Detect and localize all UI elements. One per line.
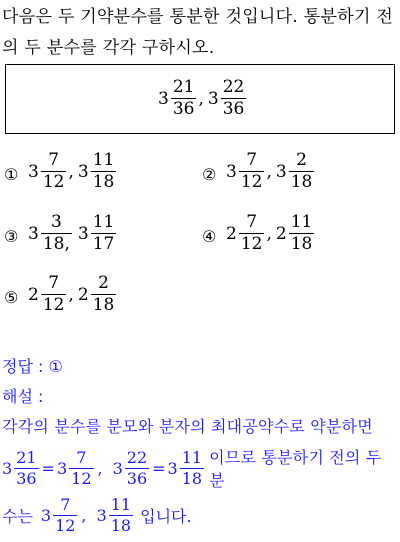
option-4-a-den: 12 <box>240 234 263 254</box>
option-2-a-den: 12 <box>240 172 263 192</box>
option-4[interactable] <box>226 214 315 253</box>
option-4-a-fraction <box>239 214 265 253</box>
option-2-b-num: 2 <box>296 150 307 170</box>
option-4-a-whole: 2 <box>226 223 237 244</box>
option-5-a-num: 7 <box>48 273 60 293</box>
option-4-b-fraction <box>289 214 315 253</box>
option-5-b-den: 18 <box>92 295 115 315</box>
option-2-b-den: 18 <box>290 172 313 192</box>
option-1-sep: , <box>68 161 74 182</box>
option-3-b-fraction <box>91 214 117 253</box>
eq2-fraction <box>125 447 149 488</box>
explanation-line-1: 각각의 분수를 분모와 분자의 최대공약수로 약분하면 <box>2 417 373 436</box>
eq-comma: , <box>97 458 103 478</box>
explanation-line-3 <box>2 497 192 534</box>
eq2-den: 36 <box>126 468 148 488</box>
eq2-sign: = <box>152 458 166 478</box>
eq1-whole: 3 <box>2 458 13 478</box>
box-a-den: 36 <box>172 99 195 119</box>
answer-label: 정답 : ① <box>2 357 63 376</box>
line3-a-whole: 3 <box>40 506 52 525</box>
eq1-sign: = <box>41 458 55 478</box>
line3-b-den: 18 <box>110 516 132 535</box>
option-5-a-den: 12 <box>42 295 65 315</box>
box-b-num: 22 <box>222 77 245 97</box>
eq1-num: 21 <box>16 447 37 467</box>
box-a-num: 21 <box>172 77 195 97</box>
eq1-den: 36 <box>16 468 37 488</box>
line3-b-num: 11 <box>110 495 132 514</box>
question-text: 다음은 두 기약분수를 통분한 것입니다. 통분하기 전의 두 분수를 각각 구하시오. <box>2 7 394 58</box>
eq1r-den: 12 <box>71 468 92 488</box>
eq2r-num: 11 <box>181 447 203 467</box>
option-3-b-num: 11 <box>92 212 115 232</box>
box-b-fraction <box>221 79 247 118</box>
option-5[interactable] <box>28 275 117 314</box>
explanation-line-2 <box>2 445 400 491</box>
option-5-a-whole: 2 <box>28 284 39 305</box>
option-5-b-num: 2 <box>98 273 109 293</box>
option-1[interactable] <box>28 152 117 191</box>
box-a-whole: 3 <box>158 88 169 109</box>
eq1r-whole: 3 <box>56 458 68 478</box>
option-3-marker[interactable]: ③ <box>4 227 19 246</box>
option-2-a-fraction <box>239 152 265 191</box>
line3-head: 수는 <box>2 507 33 526</box>
option-3-a-num: 3 <box>50 212 62 232</box>
box-b-den: 36 <box>222 99 245 119</box>
option-5-a-fraction <box>41 275 67 314</box>
option-2-marker[interactable]: ② <box>202 165 217 184</box>
box-b-whole: 3 <box>207 88 219 109</box>
option-1-a-den: 12 <box>42 172 65 192</box>
option-4-marker[interactable]: ④ <box>202 227 217 246</box>
eq1r-fraction <box>69 447 93 488</box>
eq2r-whole: 3 <box>167 458 178 478</box>
option-3-a-den: 18, <box>42 234 70 254</box>
line3-a-den: 12 <box>55 516 76 535</box>
option-1-a-num: 7 <box>48 150 60 170</box>
option-1-b-whole: 3 <box>77 161 89 182</box>
option-5-marker[interactable]: ⑤ <box>4 288 19 307</box>
box-sep: , <box>198 88 204 109</box>
eq1r-num: 7 <box>76 447 87 467</box>
option-1-b-num: 11 <box>92 150 115 170</box>
option-1-b-fraction <box>91 152 117 191</box>
option-2-b-whole: 3 <box>275 161 287 182</box>
line3-tail: 입니다. <box>140 507 192 526</box>
option-2-b-fraction <box>289 152 315 191</box>
box-fractions <box>158 79 247 118</box>
option-5-sep: , <box>68 284 74 305</box>
option-4-sep: , <box>266 223 272 244</box>
eq1-fraction <box>14 447 38 488</box>
eq2-whole: 3 <box>112 458 123 478</box>
option-3-a-whole: 3 <box>28 223 39 244</box>
option-3[interactable] <box>28 214 117 253</box>
line3-b-fraction <box>109 497 133 534</box>
option-5-b-fraction <box>91 275 117 314</box>
eq2r-den: 18 <box>181 468 203 488</box>
option-5-b-whole: 2 <box>77 284 89 305</box>
option-1-marker[interactable]: ① <box>4 165 19 184</box>
line3-b-whole: 3 <box>96 506 107 525</box>
line3-a-num: 7 <box>60 495 71 514</box>
option-4-b-num: 11 <box>290 212 313 232</box>
line3-a-fraction <box>53 497 77 534</box>
option-3-a-fraction <box>41 214 72 253</box>
explanation-label: 해설 : <box>2 387 44 406</box>
option-1-a-whole: 3 <box>28 161 39 182</box>
option-2-a-num: 7 <box>246 150 258 170</box>
option-3-b-den: 17 <box>92 234 115 254</box>
option-4-b-den: 18 <box>290 234 313 254</box>
line3-comma: , <box>81 506 87 525</box>
eq-tail-text: 이므로 통분하기 전의 두 분 <box>209 448 382 490</box>
eq2r-fraction <box>180 447 204 488</box>
option-1-b-den: 18 <box>92 172 115 192</box>
option-3-b-whole: 3 <box>77 223 89 244</box>
eq2-num: 22 <box>126 447 148 467</box>
option-2-sep: , <box>266 161 272 182</box>
box-a-fraction <box>171 79 197 118</box>
option-2[interactable] <box>226 152 315 191</box>
option-1-a-fraction <box>41 152 67 191</box>
option-4-a-num: 7 <box>246 212 258 232</box>
option-2-a-whole: 3 <box>226 161 237 182</box>
option-4-b-whole: 2 <box>275 223 287 244</box>
